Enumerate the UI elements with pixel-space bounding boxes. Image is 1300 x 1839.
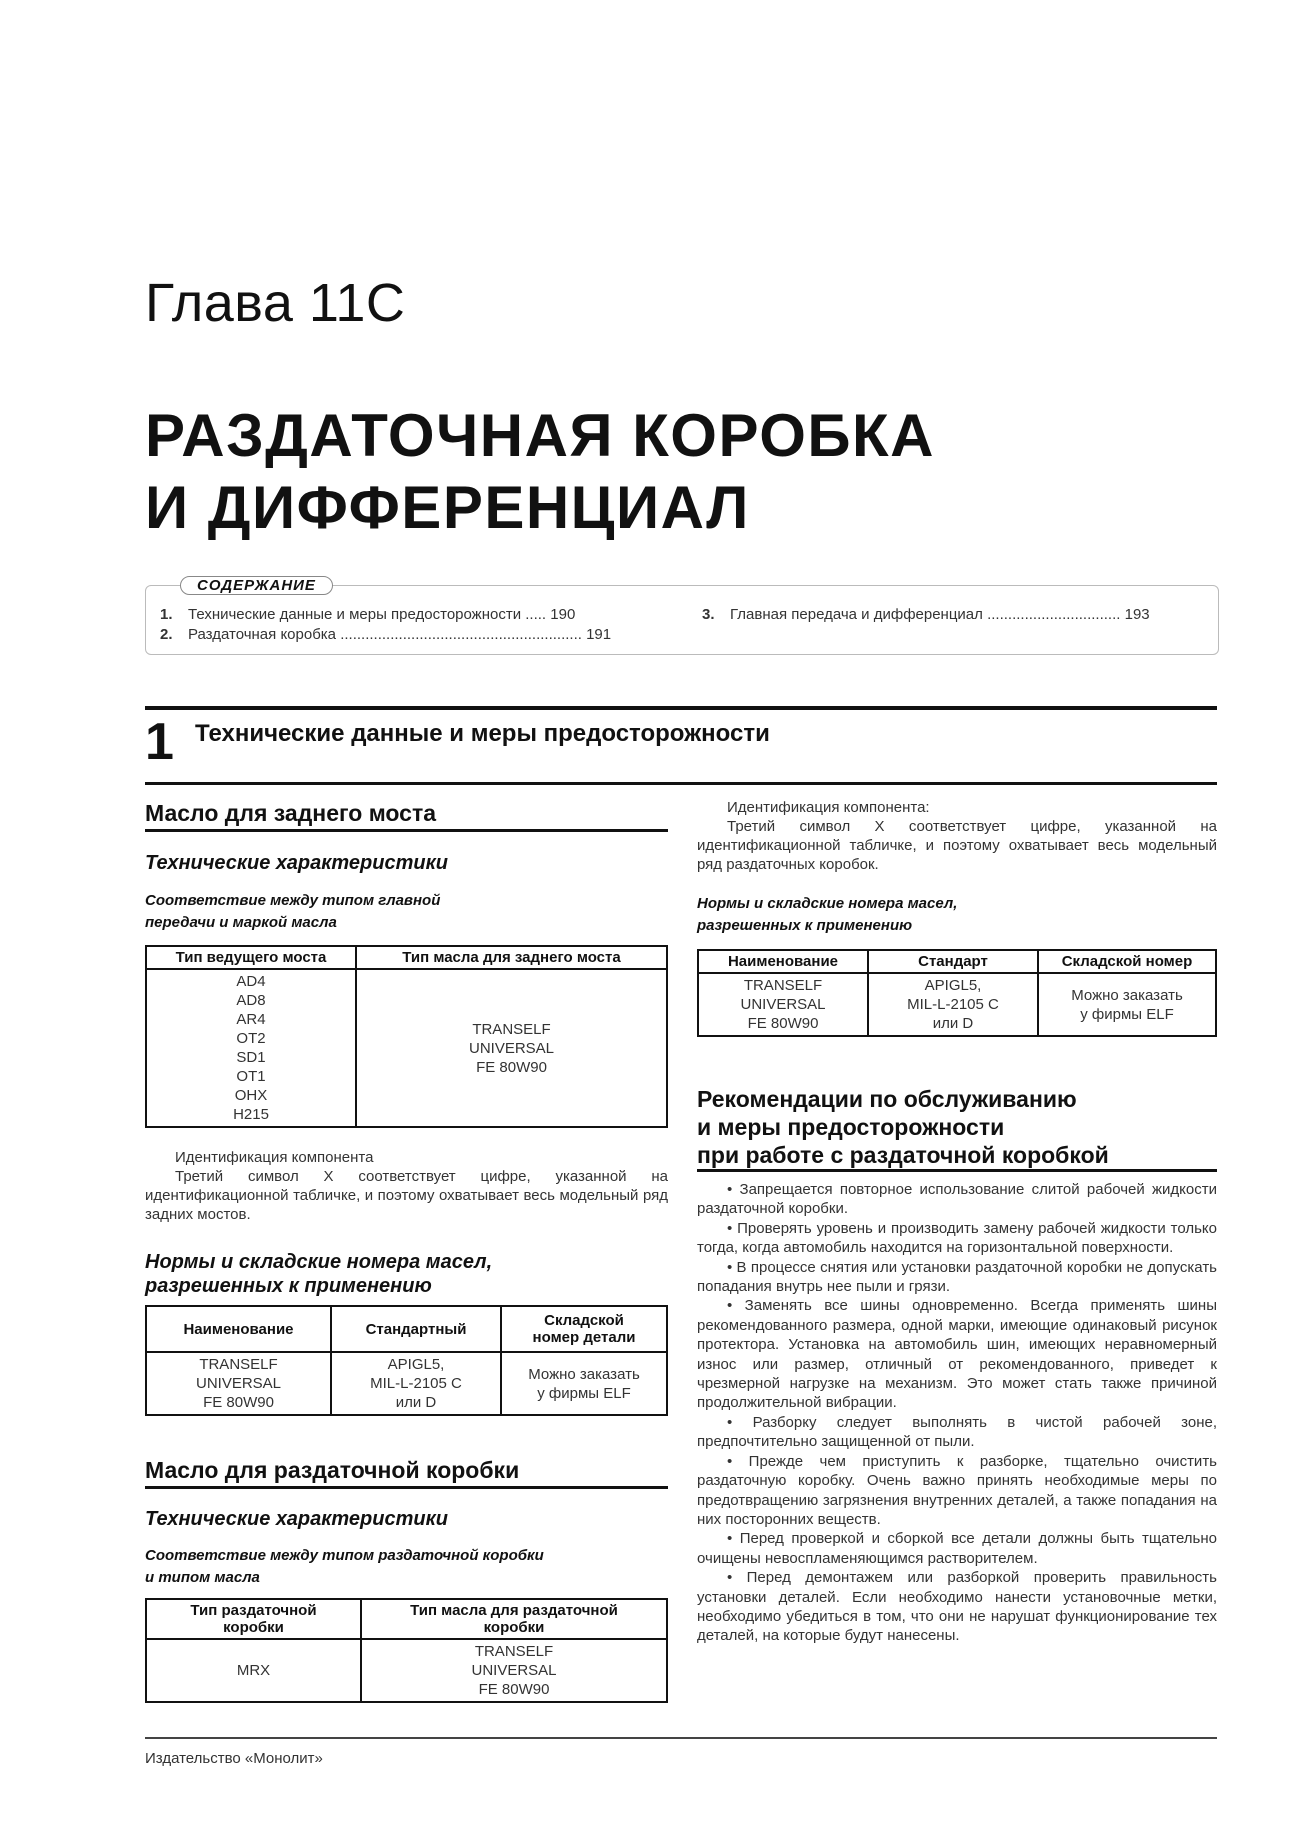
oil-name-line: FE 80W90 [203, 1394, 274, 1411]
toc-item-page: 190 [550, 606, 576, 623]
page-title [145, 400, 935, 544]
transfer-oil-heading: Масло для раздаточной коробки [145, 1457, 668, 1489]
oil-name-cell [146, 1352, 331, 1415]
ident-text-rear [145, 1148, 668, 1224]
toc-item[interactable] [160, 626, 611, 643]
list-item: • Запрещается повторное использование слитой рабочей жидкости раздаточной коробки. [697, 1181, 1217, 1218]
toc-item-text: Технические данные и меры предосторожности [188, 606, 522, 623]
match-heading-line-1: Соответствие между типом раздаточной коробки [145, 1547, 544, 1564]
ident-label: Идентификация компонента [175, 1149, 374, 1166]
header-line: Тип масла для раздаточной [410, 1602, 618, 1619]
header-line: коробки [223, 1619, 284, 1636]
match-heading-line-2: и типом масла [145, 1569, 260, 1586]
footer-rule [145, 1737, 1217, 1739]
transfer-oil-table [145, 1598, 668, 1703]
rec-heading-line-2: и меры предосторожности [697, 1114, 1005, 1140]
norms-heading-line-1: Нормы и складские номера масел, [697, 895, 958, 912]
list-item: • Заменять все шины одновременно. Всегда применять шины рекомендованного размера, одной марки, имеющие одинаковый рисунок протектора. Установка на автомобиль шин, имеющих неравномерный износ или размер, отличный от рекомендованного, приведет к чрезмерной нагрузке на механизм. Это может стать также причиной продолжительной вибрации. [697, 1297, 1217, 1412]
toc-item-text: Главная передача и дифференциал [730, 606, 983, 623]
toc-leader: ..... [521, 606, 551, 623]
section-title: Технические данные и меры предосторожности [195, 720, 770, 747]
standard-line: или D [395, 1394, 437, 1411]
ident-label: Идентификация компонента: [727, 799, 930, 816]
oil-name-line: UNIVERSAL [195, 1375, 282, 1392]
oil-name-line: TRANSELF [474, 1643, 554, 1660]
axle-type: AD8 [236, 992, 266, 1009]
oil-name-line: UNIVERSAL [740, 996, 826, 1013]
box-type-cell: MRX [146, 1639, 361, 1702]
list-item: • Разборку следует выполнять в чистой рабочей зоне, предпочтительно защищенной от пыли. [697, 1413, 1217, 1451]
recommendations-list [697, 1180, 1217, 1646]
publisher-footer: Издательство «Монолит» [145, 1750, 323, 1767]
header-line: Тип раздаточной [190, 1602, 317, 1619]
match-heading [145, 890, 440, 934]
table-header: Тип масла для заднего моста [356, 946, 667, 969]
table-header: Складской номер [1038, 950, 1216, 973]
order-line: у фирмы ELF [1080, 1005, 1174, 1023]
oil-type-cell [356, 969, 667, 1127]
page-title-line-2: И ДИФФЕРЕНЦИАЛ [145, 474, 750, 541]
standard-line: APIGL5, [387, 1356, 445, 1373]
standard-line: MIL-L-2105 C [370, 1375, 462, 1392]
oil-name-line: UNIVERSAL [471, 1662, 557, 1679]
oil-name-line: UNIVERSAL [468, 1039, 555, 1057]
norms-heading-line-1: Нормы и складские номера масел, [145, 1251, 493, 1273]
toc-item-number: 2. [160, 626, 173, 643]
axle-types-cell [146, 969, 356, 1127]
oil-name-line: FE 80W90 [478, 1681, 550, 1698]
toc-label: СОДЕРЖАНИЕ [180, 576, 333, 595]
section-number: 1 [145, 713, 174, 771]
norms-heading-line-2: разрешенных к применению [145, 1275, 432, 1297]
list-item: • Проверять уровень и производить замену рабочей жидкости только тогда, когда автомобиль находится на горизонтальной поверхности. [697, 1219, 1217, 1257]
axle-type: OT2 [236, 1030, 266, 1047]
toc-item[interactable] [160, 606, 575, 623]
axle-type: AR4 [236, 1011, 266, 1028]
oil-name-line: TRANSELF [472, 1020, 551, 1038]
oil-name-line: TRANSELF [199, 1356, 278, 1373]
chapter-label: Глава 11С [145, 273, 406, 333]
table-header: Тип ведущего моста [146, 946, 356, 969]
spec-heading-2: Технические характеристики [145, 1508, 448, 1530]
rear-axle-oil-heading: Масло для заднего моста [145, 800, 668, 832]
table-header [146, 1599, 361, 1639]
order-cell [1038, 973, 1216, 1036]
oil-type-cell [361, 1639, 667, 1702]
table-header: Наименование [698, 950, 868, 973]
spec-heading: Технические характеристики [145, 852, 448, 874]
ident-description: Третий символ X соответствует цифре, указанной на идентификационной табличке, и поэтому охватывает весь модельный ряд раздаточных коробок. [697, 818, 1217, 873]
header-line: номер детали [532, 1329, 636, 1346]
match-heading-line-1: Соответствие между типом главной [145, 892, 441, 909]
axle-type: H215 [233, 1106, 269, 1123]
axle-type: OT1 [236, 1068, 266, 1085]
toc-item-page: 193 [1124, 606, 1150, 623]
axle-oil-table [145, 945, 668, 1128]
order-line: Можно заказать [1071, 986, 1183, 1004]
axle-type: AD4 [236, 973, 266, 990]
norms-heading-line-2: разрешенных к применению [697, 917, 913, 934]
list-item: • В процессе снятия или установки раздаточной коробки не допускать попадания внутрь нее пыли и грязи. [697, 1258, 1217, 1296]
rec-heading-line-3: при работе с раздаточной коробкой [697, 1142, 1109, 1168]
toc-leader: ................................ [982, 606, 1125, 623]
table-header: Стандартный [331, 1306, 501, 1352]
oil-name-line: FE 80W90 [747, 1015, 819, 1032]
toc-item-page: 191 [586, 626, 612, 643]
standard-cell [331, 1352, 501, 1415]
transfer-oil-norms-table [697, 949, 1217, 1037]
standard-line: или D [932, 1015, 974, 1032]
order-cell [501, 1352, 667, 1415]
standard-line: APIGL5, [924, 977, 982, 994]
table-header: Стандарт [868, 950, 1038, 973]
norms-heading-transfer [697, 893, 957, 937]
standard-line: MIL-L-2105 C [907, 996, 999, 1013]
table-header [361, 1599, 667, 1639]
list-item: • Перед проверкой и сборкой все детали должны быть тщательно очищены невоспламеняющимся растворителем. [697, 1530, 1217, 1567]
toc-item[interactable] [702, 606, 1150, 623]
list-item: • Прежде чем приступить к разборке, тщательно очистить раздаточную коробку. Очень важно принять необходимые меры по предотвращению загрязнения внутренних деталей, а также попадания на них посторонних веществ. [697, 1452, 1217, 1528]
axle-type: OHX [234, 1087, 268, 1104]
section-rule-bottom [145, 782, 1217, 785]
ident-text-transfer [697, 798, 1217, 874]
table-header: Наименование [146, 1306, 331, 1352]
oil-name-cell [698, 973, 868, 1036]
oil-name-line: FE 80W90 [476, 1058, 547, 1076]
toc-item-text: Раздаточная коробка [188, 626, 337, 643]
match-heading-2 [145, 1545, 544, 1589]
page-title-line-1: РАЗДАТОЧНАЯ КОРОБКА [145, 402, 935, 469]
recommendations-rule [697, 1169, 1217, 1172]
rear-oil-norms-table [145, 1305, 668, 1416]
order-line: Можно заказать [528, 1365, 640, 1383]
toc-item-number: 1. [160, 606, 173, 623]
axle-type: SD1 [236, 1049, 266, 1066]
recommendations-heading [697, 1085, 1109, 1169]
section-rule-top [145, 706, 1217, 710]
rec-heading-line-1: Рекомендации по обслуживанию [697, 1086, 1077, 1112]
ident-description: Третий символ X соответствует цифре, указанной на идентификационной табличке, и поэтому охватывает весь модельный ряд задних мостов. [145, 1168, 668, 1223]
order-line: у фирмы ELF [537, 1384, 631, 1402]
oil-name-line: TRANSELF [743, 977, 823, 994]
norms-heading-rear [145, 1250, 492, 1298]
standard-cell [868, 973, 1038, 1036]
toc-item-number: 3. [702, 606, 715, 623]
table-header [501, 1306, 667, 1352]
match-heading-line-2: передачи и маркой масла [145, 914, 337, 931]
header-line: Складской [544, 1312, 624, 1329]
toc-leader: .......................................................... [336, 626, 587, 643]
list-item: • Перед демонтажем или разборкой проверить правильность установки деталей. Если необходимо нанести установочные метки, необходимо убедиться в том, что они не нарушат функционирование тех деталей, на которые будут нанесены. [697, 1569, 1217, 1645]
header-line: коробки [483, 1619, 545, 1636]
